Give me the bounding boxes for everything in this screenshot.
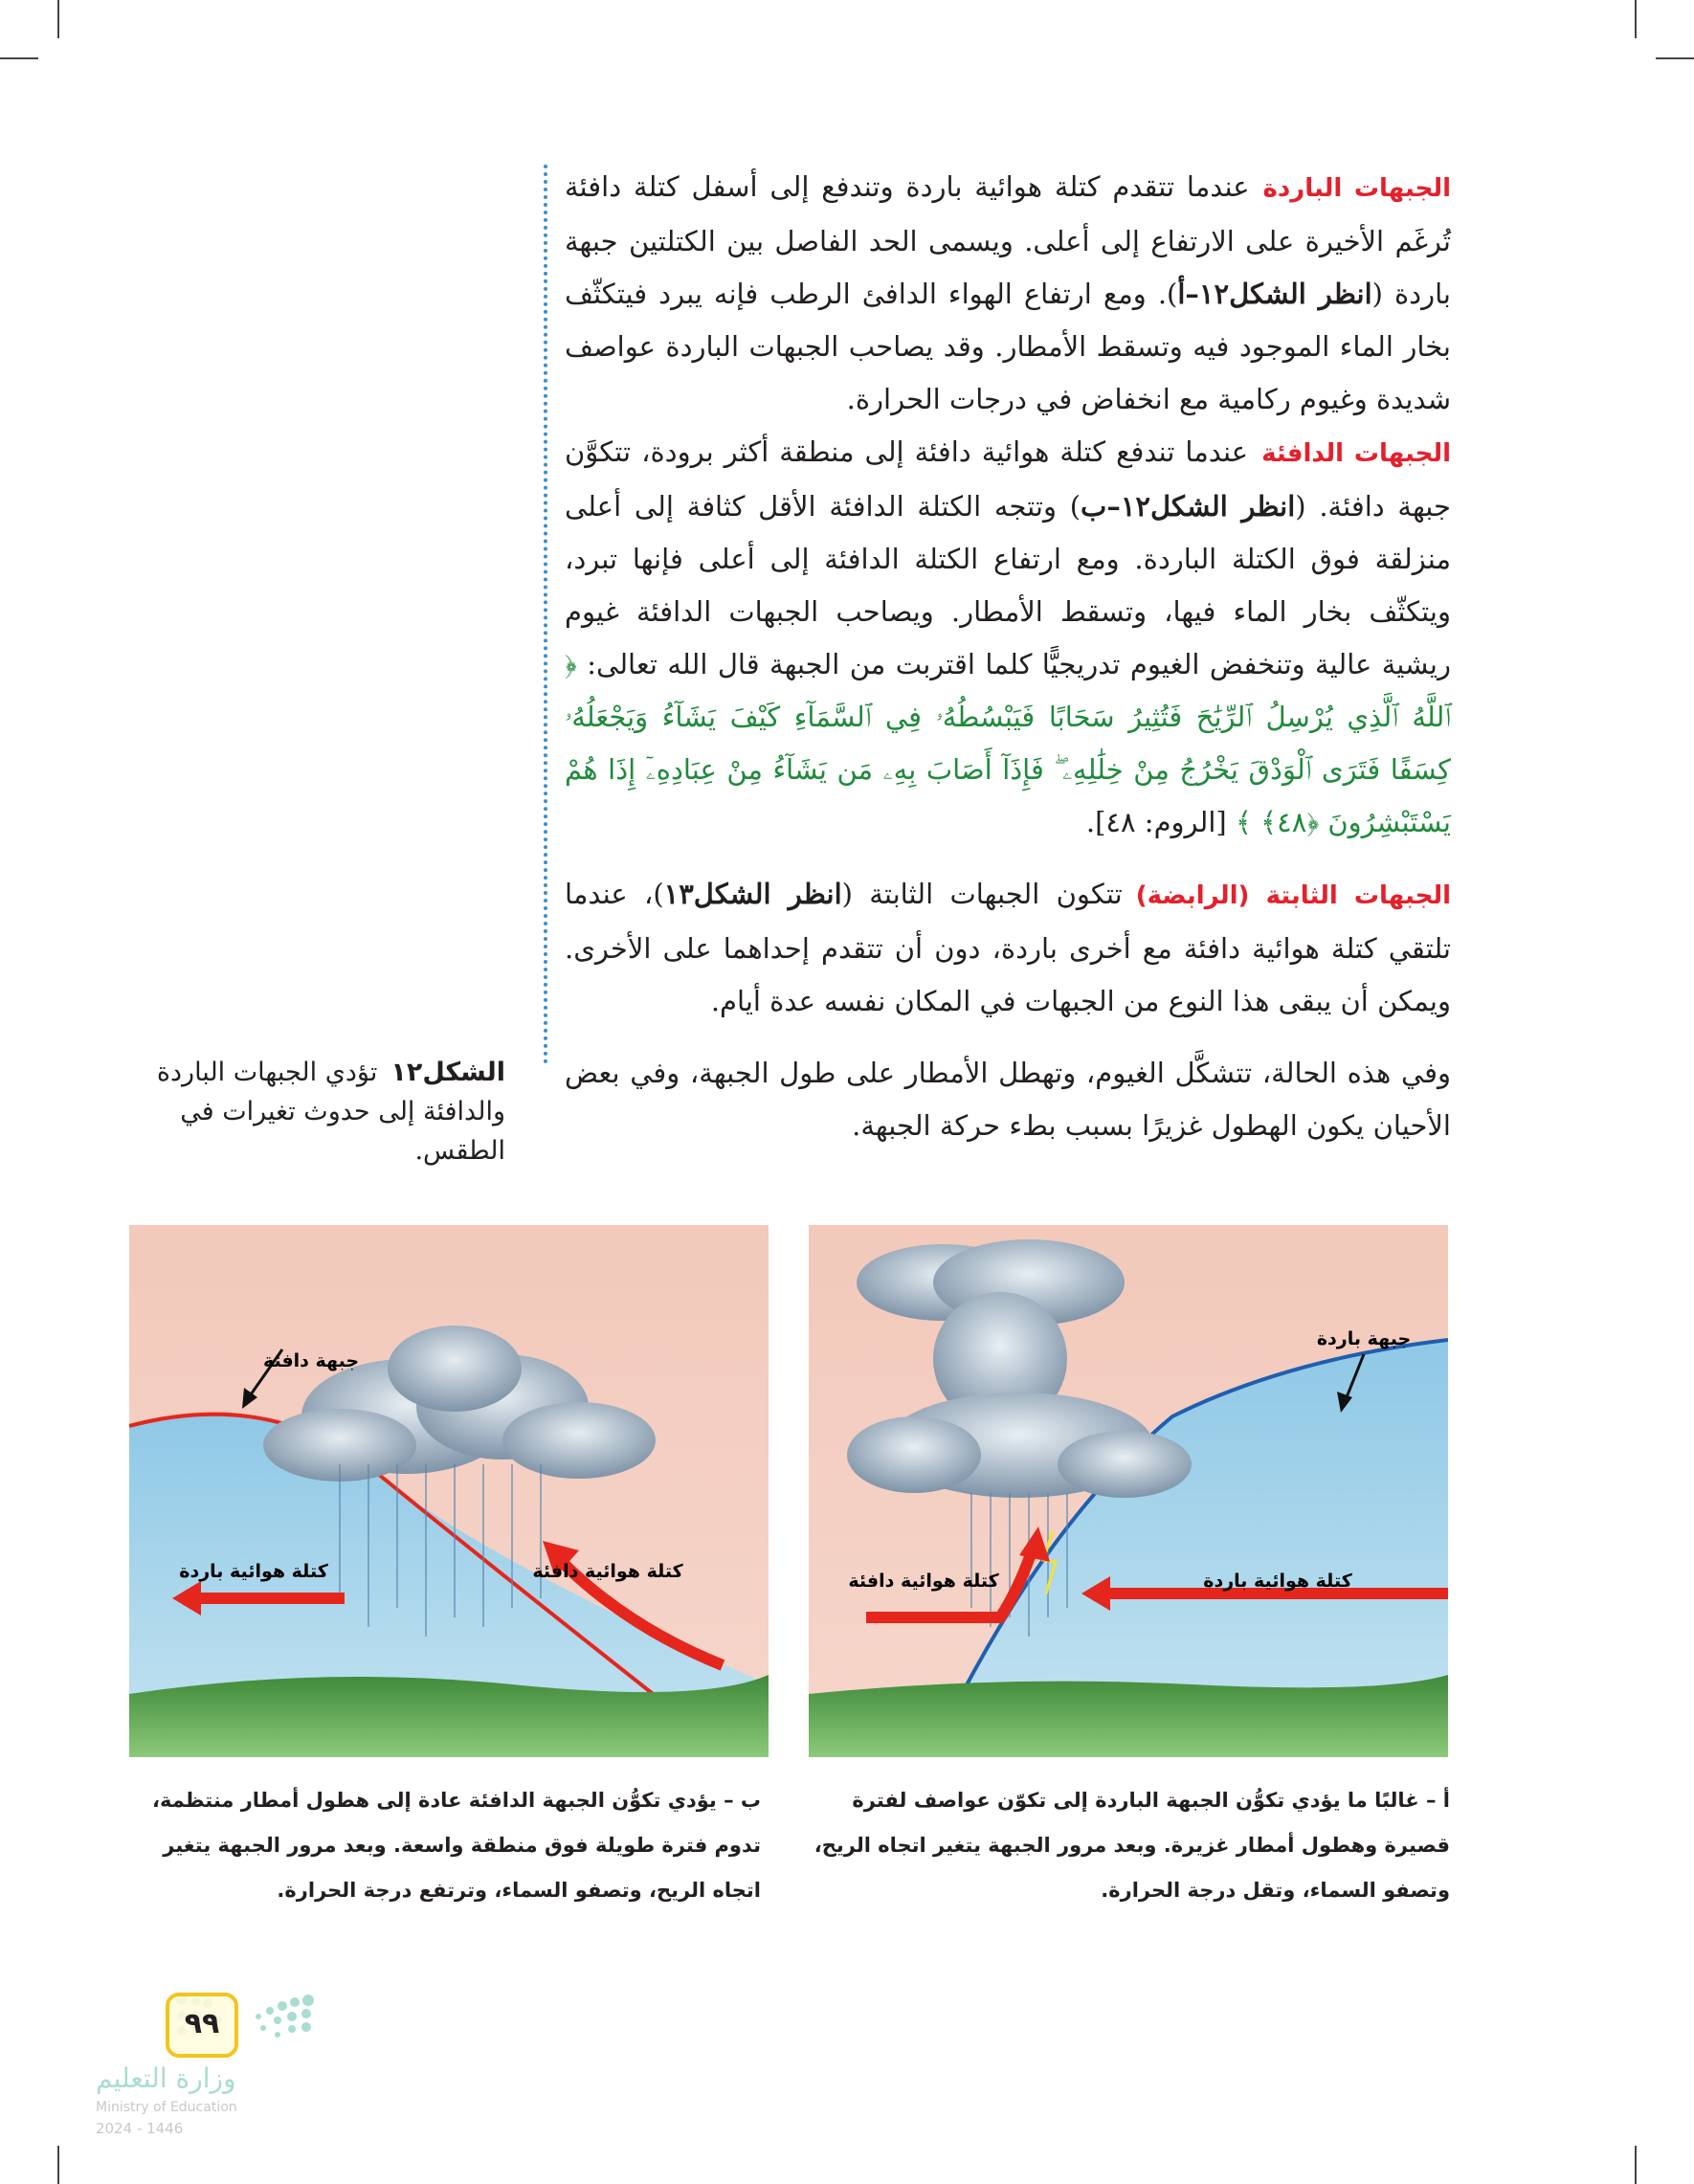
figure-reference: انظر الشكل١٣ <box>663 878 842 910</box>
cold-front-diagram <box>809 1225 1448 1757</box>
cold-air-mass-label: كتلة هوائية باردة <box>1203 1571 1352 1592</box>
figure-12b-caption: ب – يؤدي تكوُّن الجبهة الدافئة عادة إلى هطول أمطار منتظمة، تدوم فترة طويلة فوق منطقة واسعة. وبعد مرور الجبهة يتغير اتجاه الريح، وتصفو السماء، وترتفع درجة الحرارة. <box>152 1789 761 1902</box>
ministry-name-arabic: وزارة التعليم <box>96 2062 236 2094</box>
body-text: عندما تتقدم كتلة هوائية باردة وتندفع إلى أسفل كتلة دافئة تُرغَم الأخيرة على الارتفاع إلى أعلى. ويسمى الحد الفاصل بين الكتلتين جبهة باردة ( <box>565 170 1451 310</box>
warm-front-diagram <box>129 1225 769 1757</box>
figure-12a-caption: أ – غالبًا ما يؤدي تكوُّن الجبهة الباردة إلى تكوّن عواصف لفترة قصيرة وهطول أمطار غزيرة. وبعد مرور الجبهة يتغير اتجاه الريح، وتصفو السماء، وتقل درجة الحرارة. <box>814 1789 1450 1902</box>
cold-front-paragraph <box>565 161 1451 426</box>
verse-citation: [الروم: ٤٨]. <box>1085 806 1236 838</box>
dotted-divider <box>544 165 547 1064</box>
page-number: ٩٩ <box>166 1993 238 2058</box>
ministry-name-english: Ministry of Education <box>96 2100 237 2115</box>
body-text: ). ومع ارتفاع الهواء الدافئ الرطب فإنه يبرد فيتكثّف بخار الماء الموجود فيه وتسقط الأمطار. وقد يصاحب الجبهات الباردة عواصف شديدة وغيوم ركامية مع انخفاض في درجات الحرارة. <box>565 278 1451 415</box>
crop-mark <box>1635 0 1637 38</box>
figure-caption-text: تؤدي الجبهات الباردة والدافئة إلى حدوث تغيرات في الطقس. <box>156 1058 505 1166</box>
figure-12-caption <box>124 1053 505 1170</box>
warm-front-label: جبهة دافئة <box>262 1350 360 1371</box>
cold-air-mass-label: كتلة هوائية باردة <box>179 1561 328 1582</box>
warm-front-paragraph <box>565 426 1451 849</box>
grass-ground <box>809 1675 1448 1757</box>
cold-front-label: جبهة باردة <box>1316 1328 1412 1349</box>
warm-air-mass-label: كتلة هوائية دافئة <box>848 1571 999 1592</box>
figure-label: الشكل١٢ <box>390 1058 505 1087</box>
crop-mark <box>57 2146 59 2184</box>
warm-front-heading: الجبهات الدافئة <box>1261 439 1451 468</box>
crop-mark <box>1635 2146 1637 2184</box>
body-text: تتكون الجبهات الثابتة ( <box>841 878 1123 910</box>
stationary-front-heading: الجبهات الثابتة (الرابضة) <box>1135 881 1451 910</box>
stationary-front-paragraph-2: وفي هذه الحالة، تتشكَّل الغيوم، وتهطل الأمطار على طول الجبهة، وفي بعض الأحيان يكون الهطول غزيرًا بسبب بطء حركة الجبهة. <box>565 1057 1451 1142</box>
crop-mark <box>57 0 59 38</box>
quran-verse: ﴿ ٱللَّهُ ٱلَّذِي يُرْسِلُ ٱلرِّيَٰحَ فَتُثِيرُ سَحَابًا فَيَبْسُطُهُۥ فِي ٱلسَّمَآءِ كَيْفَ يَشَآءُ وَيَجْعَلُهُۥ كِسَفًا فَتَرَى ٱلْوَدْقَ يَخْرُجُ مِنْ خِلَٰلِهِۦ ۖ فَإِذَآ أَصَابَ بِهِۦ مَن يَشَآءُ مِنْ عِبَادِهِۦٓ إِذَا هُمْ يَسْتَبْشِرُونَ ﴿٤٨﴾ ﴾ <box>565 648 1451 838</box>
stationary-front-paragraph <box>565 868 1451 1028</box>
main-text <box>565 161 1451 1152</box>
crop-mark <box>1656 57 1694 59</box>
warm-air-mass-label: كتلة هوائية دافئة <box>532 1561 683 1582</box>
figure-reference: انظر الشكل١٢–ب <box>1081 490 1296 523</box>
edition-year: 2024 - 1446 <box>96 2120 184 2137</box>
body-text: )، عندما تلتقي كتلة هوائية دافئة مع أخرى باردة، دون أن تتقدم إحداهما على الأخرى. ويمكن أن يبقى هذا النوع من الجبهات في المكان نفسه عدة أيام. <box>565 878 1451 1017</box>
body-text: عندما تندفع كتلة هوائية دافئة إلى منطقة أكثر برودة، تتكوَّن جبهة دافئة. ( <box>565 435 1451 523</box>
figure-reference: انظر الشكل١٢–أ <box>1177 278 1372 310</box>
crop-mark <box>0 57 38 59</box>
body-text: ) وتتجه الكتلة الدافئة الأقل كثافة إلى أعلى منزلقة فوق الكتلة الباردة. ومع ارتفاع الكتلة الدافئة إلى أعلى فإنها تبرد، ويتكثّف بخار الماء فيها، وتسقط الأمطار. ويصاحب الجبهات الدافئة غيوم ريشية عالية وتنخفض الغيوم تدريجيًّا كلما اقتربت من الجبهة قال الله تعالى: <box>565 490 1451 680</box>
cold-front-heading: الجبهات الباردة <box>1262 174 1451 203</box>
